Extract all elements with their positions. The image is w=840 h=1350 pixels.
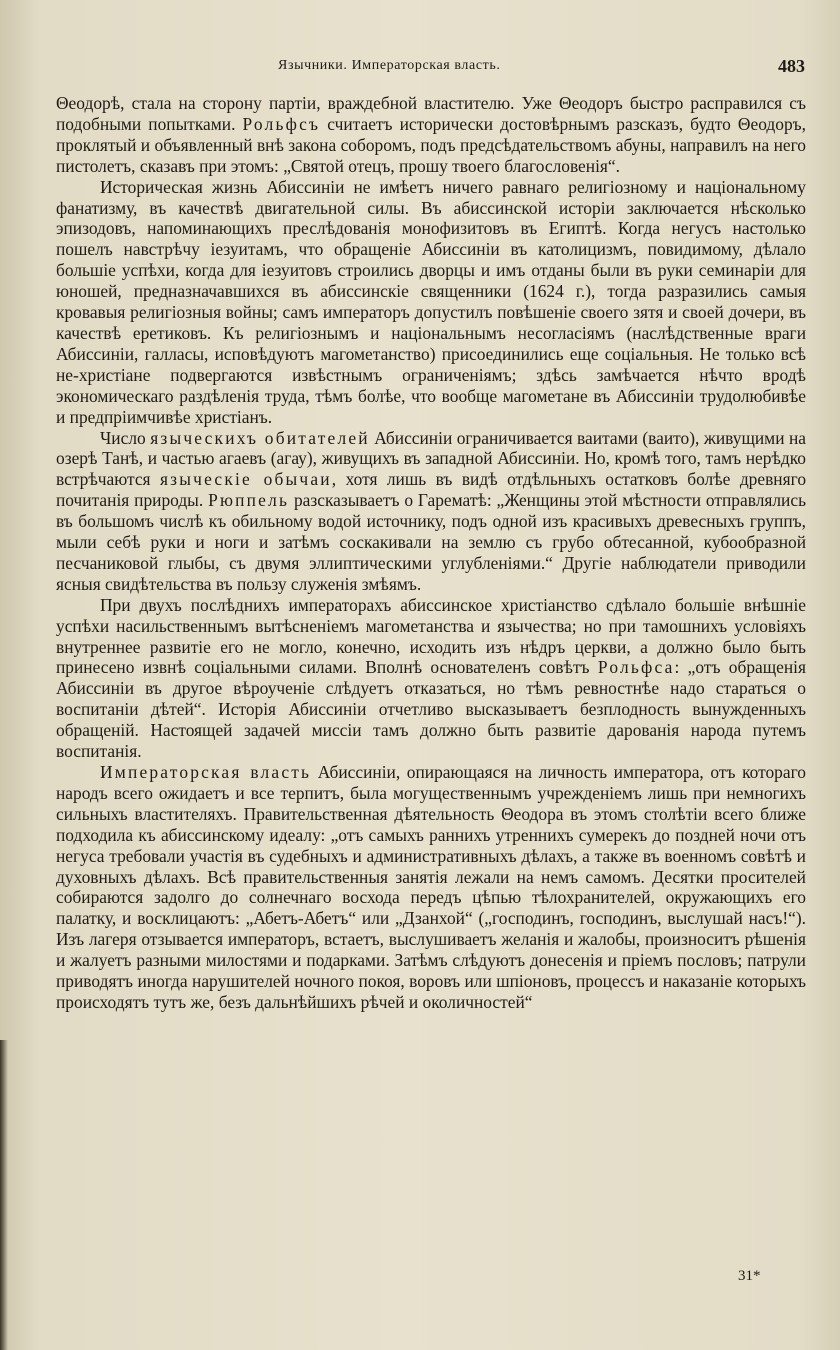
page-number: 483 — [778, 56, 805, 76]
paragraph — [56, 428, 806, 595]
text-run: Θеодорѣ, стала на сторону партіи, враждебной властителю. Уже Θеодоръ быстро расправился съ подобными попытками. — [56, 93, 806, 134]
emphasized-text: Рольфса — [597, 657, 675, 678]
emphasized-text: языческихъ обитателей — [150, 427, 370, 448]
text-run: Абиссиніи, опирающаяся на личность императора, отъ котораго народъ всего ожидаетъ и все терпитъ, была могущественнымъ учрежденіемъ лишь при немногихъ сильныхъ властителяхъ. Правительственная дѣятельность Θеодора въ этомъ столѣтіи всего ближе подходила къ абиссинскому идеалу: „отъ самыхъ раннихъ утреннихъ сумерекъ до поздней ночи отъ негуса требовали участія въ судебныхъ и административныхъ дѣлахъ, а также въ военномъ совѣтѣ и духовныхъ дѣлахъ. Всѣ правительственныя занятія лежали на немъ самомъ. Десятки просителей собираются задолго до солнечнаго восхода передъ цѣпью тѣлохранителей, окружающихъ его палатку, и восклицаютъ: „Абетъ-Абетъ“ или „Дзанхой“ („господинъ, господинъ, выслушай насъ!“). Изъ лагеря отзывается императоръ, встаетъ, выслушиваетъ желанія и жалобы, произноситъ рѣшенія и жалуетъ разными милостями и подарками. Затѣмъ слѣдуютъ донесенія и пріемъ пословъ; патрули приводятъ иногда нарушителей ночного покоя, воровъ или шпіоновъ, процессъ и наказаніе которыхъ происходятъ тутъ же, безъ дальнѣйшихъ рѣчей и околичностей“ — [56, 762, 806, 1012]
text-run: При двухъ послѣднихъ императорахъ абиссинское христіанство сдѣлало большіе внѣшніе успѣхи насильственнымъ вытѣсненіемъ магометанства и язычества; но при тамошнихъ условіяхъ внутреннее развитіе его не могло, конечно, исходить изъ нѣдръ церкви, а должно было быть принесено извнѣ соціальными силами. Вполнѣ основателенъ совѣтъ — [56, 594, 806, 678]
body-text — [56, 93, 806, 1013]
text-run: разсказываетъ о Гарематѣ: „Женщины этой мѣстности отправлялись въ большомъ числѣ къ обильному водой источнику, подъ одной изъ красивыхъ древесныхъ группъ, мыли себѣ руки и ноги и затѣмъ соскакивали на землю съ грубо обтесанной, кубообразной песчаниковой глыбы, съ двумя эллиптическими углубленіями.“ Другіе наблюдатели приводили ясныя свидѣтельства въ пользу служенія змѣямъ. — [56, 490, 807, 594]
text-run: Историческая жизнь Абиссиніи не имѣетъ ничего равнаго религіозному и національному фанатизму, въ качествѣ двигательной силы. Въ абиссинской исторіи заключается нѣсколько эпизодовъ, напоминающихъ преслѣдованія монофизитовъ въ Египтѣ. Когда негусъ настолько пошелъ навстрѣчу іезуитамъ, что обращеніе Абиссиніи въ католицизмъ, повидимому, дѣлало большіе успѣхи, когда для іезуитовъ строились дворцы и имъ отданы были въ руки семинаріи для юношей, предназначавшихся въ абиссинскіе священники (1624 г.), тогда разразились самыя кровавыя религіозныя войны; самъ императоръ допустилъ повѣшеніе своего зятя и своей дочери, въ качествѣ еретиковъ. Къ религіознымъ и національнымъ несогласіямъ (наслѣдственные враги Абиссиніи, галласы, исповѣдуютъ магометанство) присоединились еще соціальныя. Не только всѣ не-христіане подвергаются извѣстнымъ ограниченіямъ; здѣсь замѣчается нѣчто вродѣ экономическаго раздѣленія труда, тѣмъ болѣе, что вообще магометане въ Абиссиніи трудолюбивѣе и предпріимчивѣе христіанъ. — [56, 176, 806, 427]
signature-mark: 31* — [738, 1268, 761, 1284]
binding-shadow — [0, 1040, 8, 1350]
text-run: , хотя лишь въ видѣ отдѣльныхъ остатковъ болѣе древняго почитанія природы. — [56, 469, 807, 511]
page-header — [92, 56, 805, 80]
paragraph — [56, 93, 806, 177]
text-run: : „отъ обращенія Абиссиніи въ другое вѣроученіе слѣдуетъ отказаться, но тѣмъ ревностнѣе надо стараться о воспитаніи дѣтей“. Исторія Абиссиніи отчетливо высказываетъ безплодность вынужденныхъ обращеній. Настоящей задачей миссіи тамъ должно быть развитіе дарованія народа путемъ воспитанія. — [56, 657, 806, 762]
emphasized-text: Рюппель — [208, 490, 290, 511]
emphasized-text: Рольфсъ — [242, 113, 321, 134]
text-run: Число — [100, 427, 151, 448]
paragraph — [56, 177, 806, 428]
paragraph — [56, 595, 806, 762]
emphasized-text: языческіе обычаи — [159, 469, 332, 490]
text-run: считаетъ исторически достовѣрнымъ разсказъ, будто Θеодоръ, проклятый и объявленный внѣ закона соборомъ, подъ предсѣдательствомъ абуны, направилъ на него пистолетъ, сказавъ при этомъ: „Святой отецъ, прошу твоего благословенія“. — [56, 113, 806, 176]
text-run: Абиссиніи ограничивается ваитами (ваито), живущими на озерѣ Танѣ, и частью агаевъ (агау), живущихъ въ западной Абиссиніи. Но, кромѣ того, тамъ нерѣдко встрѣчаются — [56, 427, 806, 490]
running-title: Язычники. Императорская власть. — [278, 58, 501, 73]
paragraph — [56, 762, 806, 1013]
emphasized-text: Императорская власть — [100, 762, 312, 782]
